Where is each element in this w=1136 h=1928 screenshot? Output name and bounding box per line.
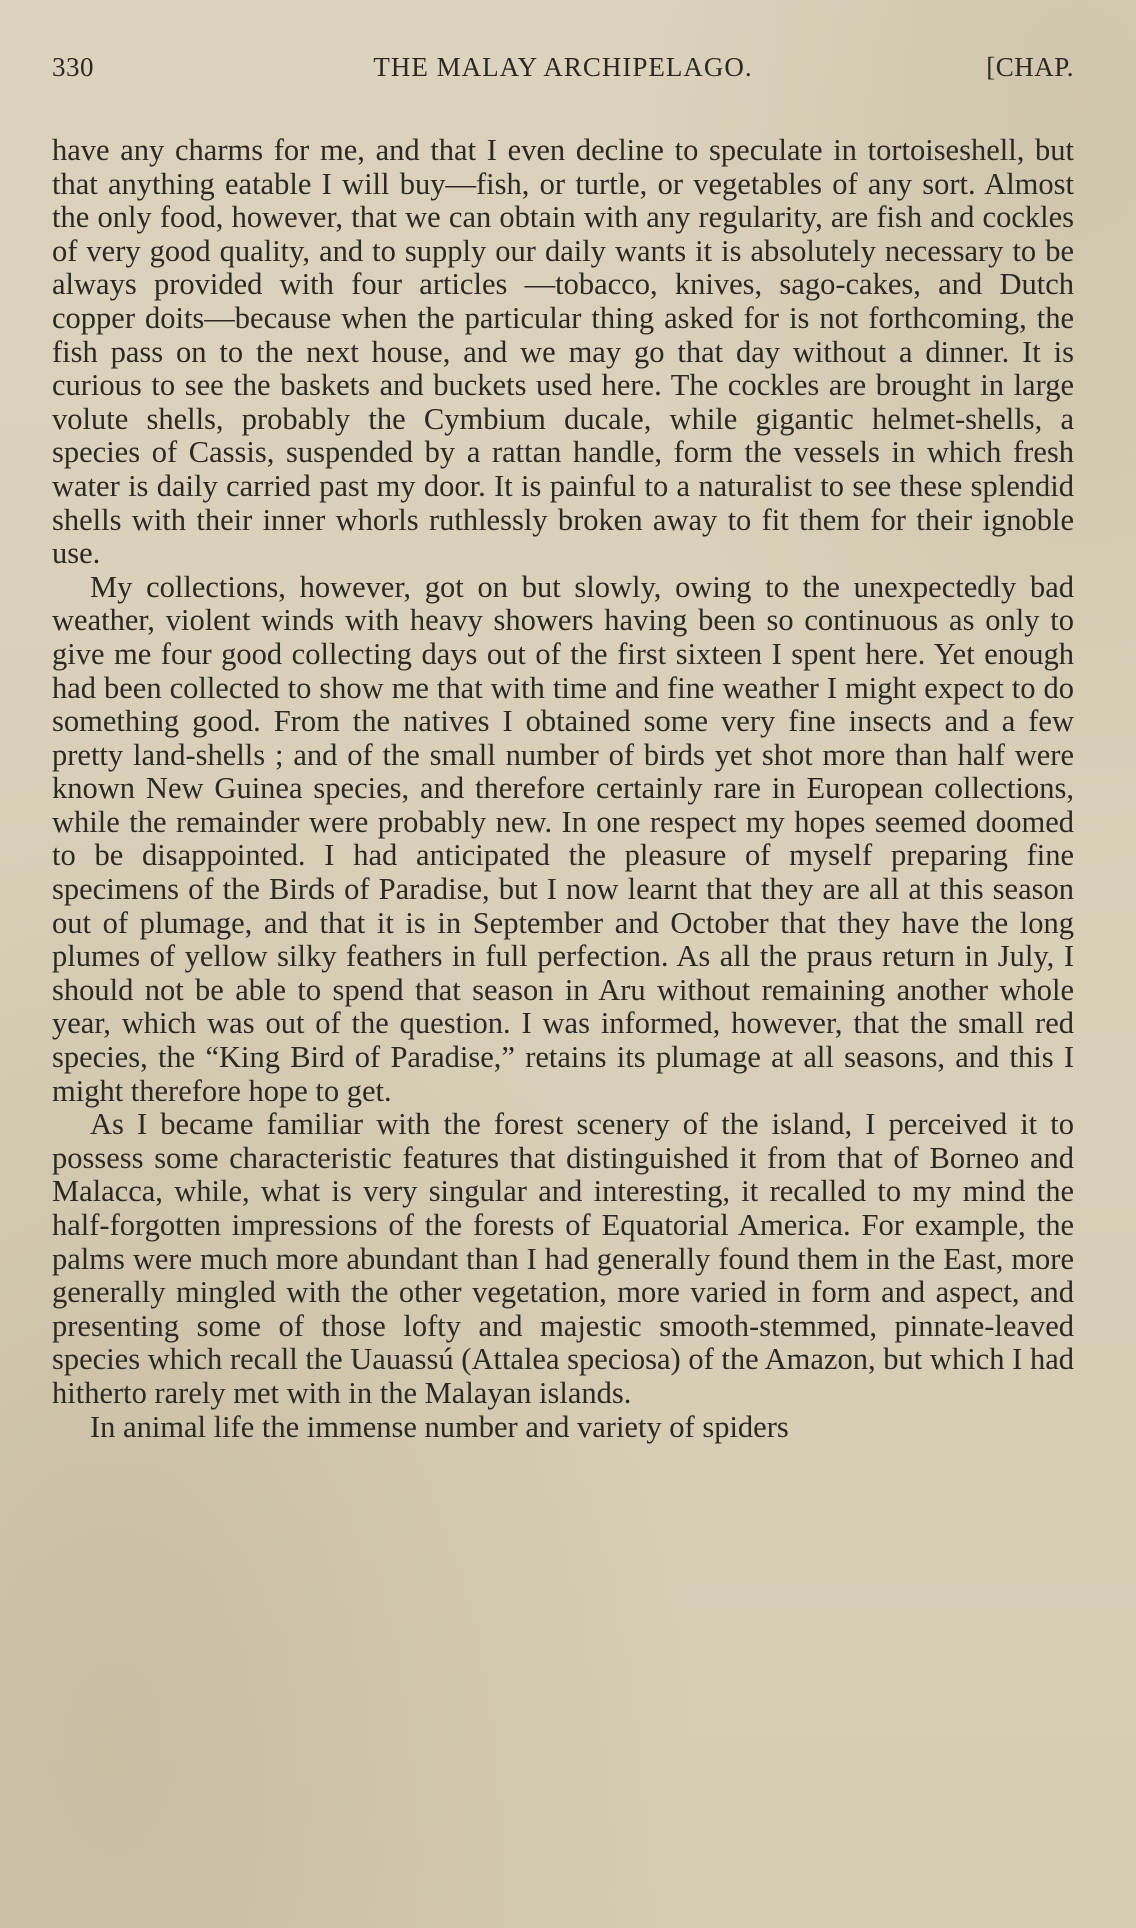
- chapter-label: [CHAP.: [986, 52, 1074, 82]
- page-header: [52, 52, 1074, 92]
- page-number: 330: [52, 52, 94, 82]
- paragraph: In animal life the immense number and variety of spiders: [90, 1409, 789, 1444]
- body-text: [52, 134, 1074, 1444]
- paragraph: As I became familiar with the forest scenery of the island, I perceived it to possess some characteristic features that distinguished it from that of Borneo and Malacca, while, what is very singular and interesting, it recalled to my mind the half-forgotten impressions of the forests of Equatorial America. For example, the palms were much more abundant than I had generally found them in the East, more generally mingled with the other vegetation, more varied in form and aspect, and presenting some of those lofty and majestic smooth-stemmed, pinnate-leaved species which recall the Uauassú (Attalea speciosa) of the Amazon, but which I had hitherto rarely met with in the Malayan islands.: [52, 1107, 1074, 1410]
- paragraph: My collections, however, got on but slowly, owing to the unexpectedly bad weather, violent winds with heavy showers having been so continuous as only to give me four good collecting days out of the first sixteen I spent here. Yet enough had been collected to show me that with time and fine weather I might expect to do something good. From the natives I obtained some very fine insects and a few pretty land-shells ; and of the small number of birds yet shot more than half were known New Guinea species, and therefore certainly rare in European collections, while the remainder were probably new. In one respect my hopes seemed doomed to be disappointed. I had anticipated the pleasure of myself preparing fine specimens of the Birds of Paradise, but I now learnt that they are all at this season out of plumage, and that it is in September and October that they have the long plumes of yellow silky feathers in full perfection. As all the praus return in July, I should not be able to spend that season in Aru without remaining another whole year, which was out of the question. I was informed, however, that the small red species, the “King Bird of Paradise,” retains its plumage at all seasons, and this I might therefore hope to get.: [52, 569, 1074, 1108]
- paragraph-continued: have any charms for me, and that I even decline to speculate in tortoiseshell, but that anything eatable I will buy—fish, or turtle, or vegetables of any sort. Almost the only food, however, that we can obtain with any regularity, are fish and cockles of very good quality, and to supply our daily wants it is absolutely necessary to be always provided with four articles —tobacco, knives, sago-cakes, and Dutch copper doits—because when the particular thing asked for is not forthcoming, the fish pass on to the next house, and we may go that day without a dinner. It is curious to see the baskets and buckets used here. The cockles are brought in large volute shells, probably the Cymbium ducale, while gigantic helmet-shells, a species of Cassis, suspended by a rattan handle, form the vessels in which fresh water is daily carried past my door. It is painful to a naturalist to see these splendid shells with their inner whorls ruthlessly broken away to fit them for their ignoble use.: [52, 133, 1074, 571]
- book-page: [52, 52, 1074, 1912]
- running-title: THE MALAY ARCHIPELAGO.: [373, 52, 753, 82]
